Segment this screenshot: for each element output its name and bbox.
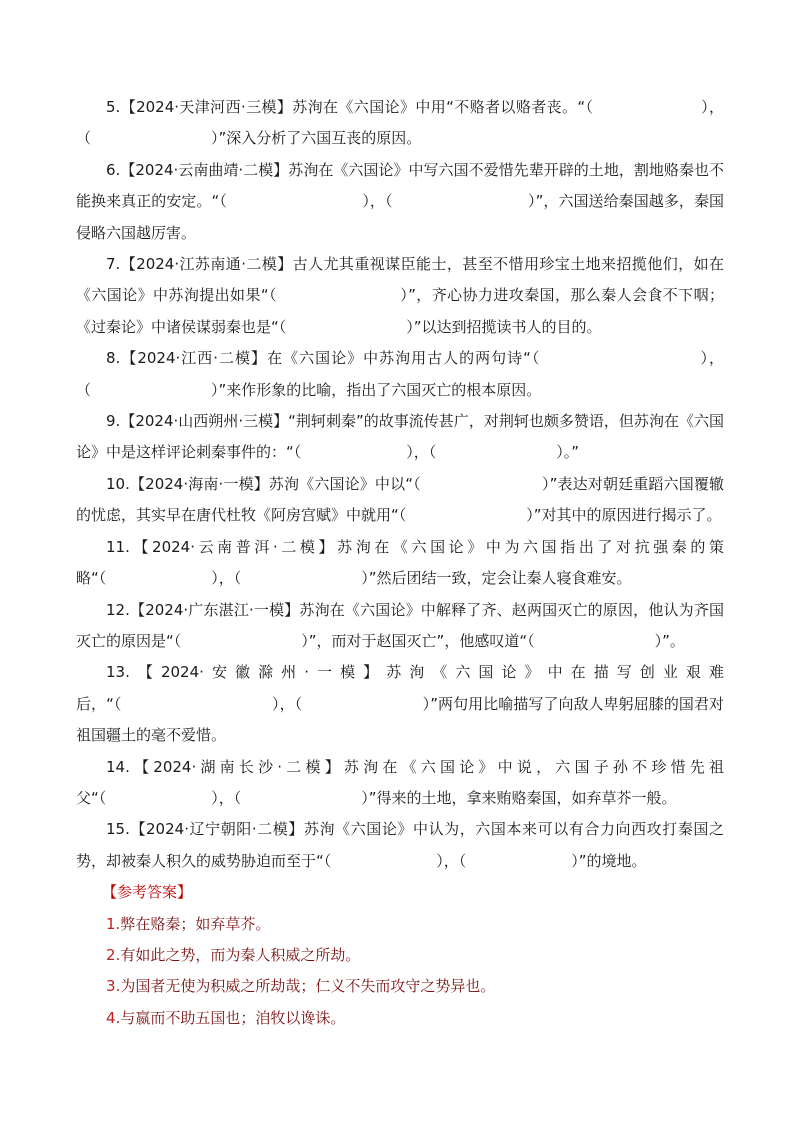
question-item — [76, 406, 724, 469]
question-item — [76, 657, 724, 751]
answer-text: 有如此之势，而为秦人积威之所劫。 — [120, 945, 361, 964]
answer-text: 弊在赂秦；如弃草芥。 — [120, 914, 271, 933]
question-number: 11. — [106, 537, 130, 556]
question-item — [76, 532, 724, 595]
answer-item — [76, 940, 724, 971]
answers-heading: 【参考答案】 — [102, 883, 193, 902]
question-number: 6. — [106, 160, 121, 179]
answer-list — [76, 909, 724, 1035]
question-text: 【2024·广东湛江·一模】苏洵在《六国论》中解释了齐、赵两国灭亡的原因，他认为齐国灭亡的原因是“（ ）”，而对于赵国灭亡”，他感叹道“（ ）”。 — [76, 600, 724, 650]
question-text: 【2024·湖南长沙·二模】苏洵在《六国论》中说，六国子孙不珍惜先祖父“（ ），（ ）”得来的土地，拿来贿赂秦国，如弃草芥一般。 — [76, 757, 724, 807]
question-text: 【2024·江西·二模】在《六国论》中苏洵用古人的两句诗“（ ），（ ）”来作形象的比喻，指出了六国灭亡的根本原因。 — [76, 349, 724, 399]
answer-item — [76, 971, 724, 1002]
answer-text: 与嬴而不助五国也；洎牧以谗诛。 — [120, 1008, 346, 1027]
question-text: 【2024·海南·一模】苏洵《六国论》中以“（ ）”表达对朝廷重蹈六国覆辙的忧虑，其实早在唐代杜牧《阿房宫赋》中就用“（ ）”对其中的原因进行揭示了。 — [76, 474, 724, 525]
question-item — [76, 469, 724, 532]
question-number: 9. — [106, 412, 121, 431]
question-number: 13. — [106, 663, 130, 682]
question-text: 【2024·江苏南通·二模】古人尤其重视谋臣能士，甚至不惜用珍宝土地来招揽他们，如在《六国论》中苏洵提出如果“（ ）”，齐心协力进攻秦国，那么秦人会食不下咽；《过秦论》中诸侯谋弱秦也是“（ ）”以达到招揽读书人的目的。 — [76, 255, 724, 336]
answer-number: 1. — [106, 914, 121, 933]
question-item — [76, 249, 724, 343]
question-text: 【2024·山西朔州·三模】“荆轲刺秦”的故事流传甚广，对荆轲也颇多赞语，但苏洵在《六国论》中是这样评论刺秦事件的：“（ ），（ ）。” — [76, 412, 724, 462]
answer-text: 为国者无使为积威之所劫哉；仁义不失而攻守之势异也。 — [120, 977, 496, 996]
question-item — [76, 752, 724, 815]
question-item — [76, 155, 724, 249]
document-page — [76, 92, 724, 1034]
answer-item — [76, 909, 724, 940]
question-number: 10. — [106, 474, 130, 493]
question-text: 【2024·云南普洱·二模】苏洵在《六国论》中为六国指出了对抗强秦的策略“（ ），（ ）”然后团结一致，定会让秦人寝食难安。 — [76, 537, 724, 588]
answer-item — [76, 1003, 724, 1034]
question-number: 7. — [106, 255, 121, 274]
answer-number: 3. — [106, 977, 121, 996]
question-item — [76, 343, 724, 406]
question-number: 12. — [106, 600, 130, 619]
question-item — [76, 814, 724, 877]
question-number: 5. — [106, 98, 121, 116]
question-number: 15. — [106, 820, 130, 839]
answer-number: 4. — [106, 1008, 121, 1027]
question-item — [76, 595, 724, 658]
question-text: 【2024·安徽滁州·一模】苏洵《六国论》中在描写创业艰难后，“（ ），（ ）”两句用比喻描写了向敌人卑躬屈膝的国君对祖国疆土的毫不爱惜。 — [76, 663, 724, 745]
question-item — [76, 92, 724, 155]
answer-number: 2. — [106, 945, 121, 964]
question-list — [76, 92, 724, 877]
question-text: 【2024·云南曲靖·二模】苏洵在《六国论》中写六国不爱惜先辈开辟的土地，割地赂秦也不能换来真正的安定。“（ ），（ ）”，六国送给秦国越多，秦国侵略六国越厉害。 — [76, 160, 724, 242]
question-text: 【2024·辽宁朝阳·二模】苏洵《六国论》中认为，六国本来可以有合力向西攻打秦国之势，却被秦人积久的威势胁迫而至于“（ ），（ ）”的境地。 — [76, 820, 724, 870]
question-text: 【2024·天津河西·三模】苏洵在《六国论》中用“不赂者以赂者丧。“（ ），（ ）”深入分析了六国互丧的原因。 — [76, 98, 724, 148]
question-number: 14. — [106, 757, 130, 776]
question-number: 8. — [106, 349, 121, 368]
